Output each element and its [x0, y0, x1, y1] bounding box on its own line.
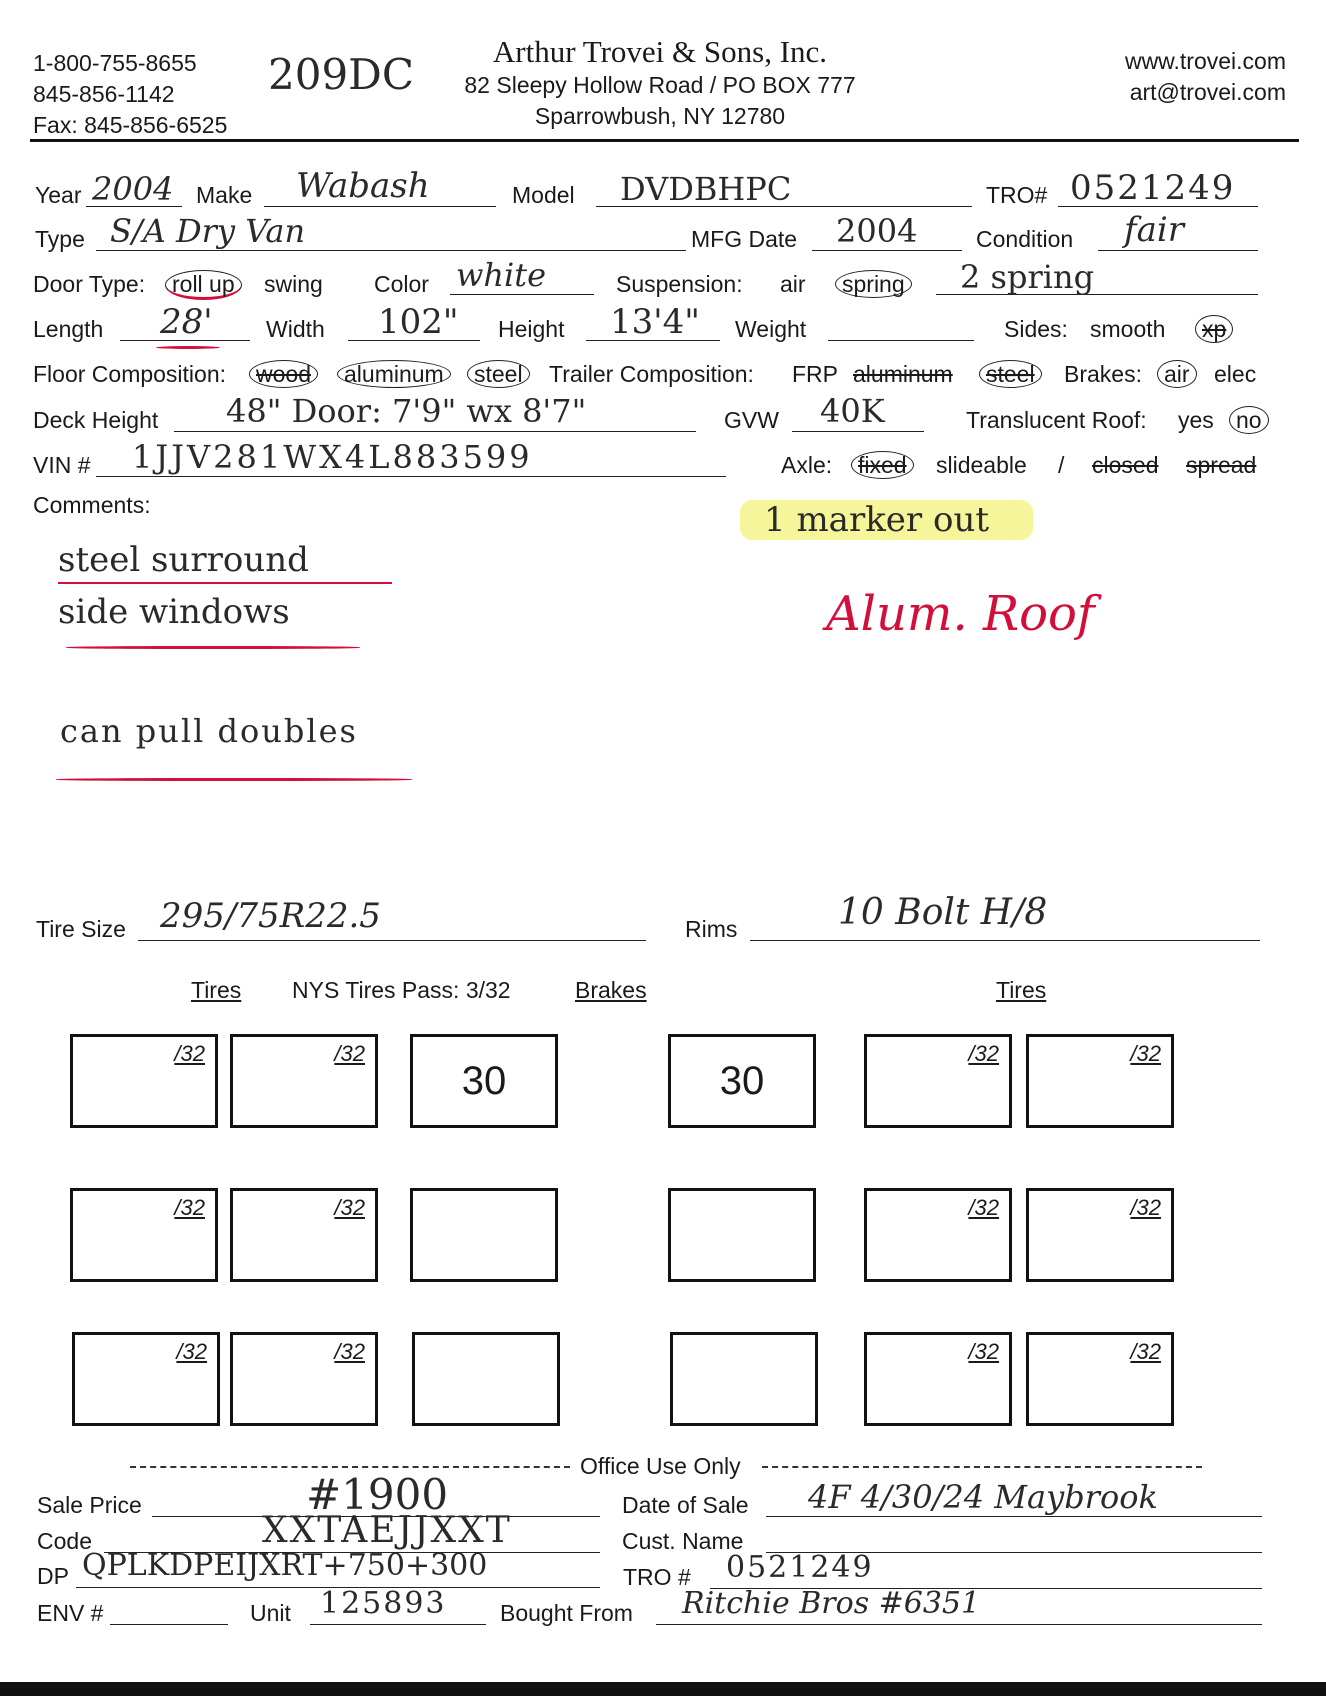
- office-title: Office Use Only: [580, 1453, 741, 1479]
- tire-box[interactable]: /32: [72, 1332, 220, 1426]
- brake-box[interactable]: [410, 1034, 558, 1128]
- vin-label: VIN #: [33, 452, 91, 478]
- door-roll-up-option[interactable]: roll up: [165, 270, 242, 300]
- tire-box[interactable]: /32: [1026, 1332, 1174, 1426]
- tire-size-label: Tire Size: [36, 916, 126, 942]
- condition-value[interactable]: fair: [1124, 210, 1184, 250]
- year-label: Year: [35, 182, 82, 208]
- door-swing-option[interactable]: swing: [264, 271, 323, 297]
- axle-spread-option[interactable]: spread: [1186, 452, 1257, 478]
- comments-label: Comments:: [33, 492, 151, 518]
- dp-label: DP: [37, 1563, 69, 1589]
- brake-box[interactable]: [668, 1034, 816, 1128]
- roof-yes-option[interactable]: yes: [1178, 407, 1214, 433]
- axle-closed-option[interactable]: closed: [1092, 452, 1159, 478]
- brake-box[interactable]: [668, 1188, 816, 1282]
- gvw-value[interactable]: 40K: [820, 392, 885, 430]
- axle-slideable-option[interactable]: slideable: [936, 452, 1027, 478]
- height-label: Height: [498, 316, 565, 342]
- sides-xp-option[interactable]: xp: [1195, 315, 1233, 343]
- unit-label: Unit: [250, 1600, 291, 1626]
- fax: Fax: 845-856-6525: [33, 112, 228, 138]
- tire-box[interactable]: /32: [70, 1034, 218, 1128]
- sale-price-value[interactable]: #1900: [306, 1470, 449, 1519]
- color-label: Color: [374, 271, 429, 297]
- floor-wood-option[interactable]: wood: [249, 360, 318, 388]
- type-value[interactable]: S/A Dry Van: [110, 212, 306, 250]
- gvw-label: GVW: [724, 407, 779, 433]
- brake-box[interactable]: [410, 1188, 558, 1282]
- tire-box[interactable]: /32: [864, 1332, 1012, 1426]
- bought-from-value[interactable]: Ritchie Bros #6351: [682, 1586, 981, 1621]
- email-link[interactable]: art@trovei.com: [1129, 79, 1286, 105]
- make-label: Make: [196, 182, 253, 208]
- suspension-air-option[interactable]: air: [780, 271, 806, 297]
- deck-value[interactable]: 48" Door: 7'9" wx 8'7": [226, 392, 587, 430]
- color-value[interactable]: white: [456, 256, 547, 294]
- height-value[interactable]: 13'4": [610, 302, 700, 342]
- handwritten-note: 209DC: [268, 50, 414, 99]
- sides-label: Sides:: [1004, 316, 1068, 342]
- website-link[interactable]: www.trovei.com: [1124, 48, 1286, 74]
- tire-box[interactable]: /32: [230, 1034, 378, 1128]
- floor-steel-option[interactable]: steel: [467, 360, 530, 388]
- door-label: Door Type:: [33, 271, 146, 297]
- model-value[interactable]: DVDBHPC: [620, 170, 792, 208]
- mfg-label: MFG Date: [691, 226, 798, 252]
- tro-value[interactable]: 0521249: [1070, 168, 1236, 208]
- dp-value[interactable]: QPLKDPEIJXRT+750+300: [82, 1548, 488, 1583]
- brakes-label: Brakes:: [1064, 361, 1142, 387]
- brake-box[interactable]: [670, 1332, 818, 1426]
- type-label: Type: [35, 226, 85, 252]
- cust-name-label: Cust. Name: [622, 1528, 744, 1554]
- comment-underline-3: [56, 778, 412, 781]
- brakes-air-option[interactable]: air: [1157, 360, 1197, 388]
- tires-left-heading: Tires: [191, 977, 242, 1003]
- deck-label: Deck Height: [33, 407, 159, 433]
- tire-box[interactable]: /32: [230, 1332, 378, 1426]
- comment-steel-surround: steel surround: [58, 540, 309, 580]
- sides-smooth-option[interactable]: smooth: [1090, 316, 1166, 342]
- axle-label: Axle:: [781, 452, 833, 478]
- axle-fixed-option[interactable]: fixed: [851, 451, 914, 479]
- suspension-label: Suspension:: [616, 271, 743, 297]
- width-value[interactable]: 102": [378, 302, 459, 342]
- page-bottom-edge: [0, 1682, 1326, 1696]
- tire-box[interactable]: /32: [70, 1188, 218, 1282]
- brake-value: 30: [719, 1059, 765, 1103]
- roof-no-option[interactable]: no: [1229, 406, 1269, 434]
- code-value[interactable]: XXTAEJJXXT: [262, 1510, 512, 1551]
- company-address: 82 Sleepy Hollow Road / PO BOX 777: [464, 72, 856, 98]
- vin-value[interactable]: 1JJV281WX4L883599: [132, 438, 533, 476]
- comment-underline-1: [58, 582, 392, 584]
- tro-office-label: TRO #: [623, 1564, 691, 1590]
- rims-label: Rims: [685, 916, 738, 942]
- env-label: ENV #: [37, 1600, 104, 1626]
- make-value[interactable]: Wabash: [296, 166, 430, 206]
- sale-price-label: Sale Price: [37, 1492, 142, 1518]
- length-underline: [156, 346, 220, 349]
- rims-value[interactable]: 10 Bolt H/8: [838, 892, 1048, 933]
- brake-box[interactable]: [412, 1332, 560, 1426]
- tire-box[interactable]: /32: [864, 1188, 1012, 1282]
- phone-local: 845-856-1142: [33, 81, 175, 107]
- mfg-value[interactable]: 2004: [836, 212, 918, 250]
- bought-from-label: Bought From: [500, 1600, 633, 1626]
- tire-box[interactable]: /32: [230, 1188, 378, 1282]
- tires-right-heading: Tires: [996, 977, 1047, 1003]
- code-label: Code: [37, 1528, 92, 1554]
- length-value[interactable]: 28': [160, 302, 213, 342]
- brakes-elec-option[interactable]: elec: [1214, 361, 1257, 387]
- unit-value[interactable]: 125893: [320, 1586, 447, 1621]
- comment-marker-out: 1 marker out: [740, 500, 1033, 540]
- tro-label: TRO#: [986, 182, 1048, 208]
- company-name: Arthur Trovei & Sons, Inc.: [492, 34, 828, 69]
- header-divider: [30, 139, 1299, 142]
- suspension-value[interactable]: 2 spring: [960, 258, 1095, 296]
- suspension-spring-option[interactable]: spring: [835, 270, 912, 298]
- brake-value: 30: [461, 1059, 507, 1103]
- tire-box[interactable]: /32: [1026, 1188, 1174, 1282]
- trailer-label: Trailer Composition:: [549, 361, 754, 387]
- floor-aluminum-option[interactable]: aluminum: [337, 360, 451, 388]
- comment-underline-2: [66, 646, 360, 649]
- axle-separator: /: [1058, 452, 1065, 478]
- length-label: Length: [33, 316, 104, 342]
- floor-label: Floor Composition:: [33, 361, 227, 387]
- tire-box[interactable]: /32: [864, 1034, 1012, 1128]
- year-value[interactable]: 2004: [92, 170, 174, 208]
- office-divider-left: [130, 1466, 570, 1468]
- phone-toll-free: 1-800-755-8655: [33, 50, 197, 76]
- comment-pull-doubles: can pull doubles: [60, 712, 358, 750]
- date-of-sale-label: Date of Sale: [622, 1492, 749, 1518]
- tire-size-value[interactable]: 295/75R22.5: [160, 896, 381, 936]
- weight-label: Weight: [735, 316, 807, 342]
- brakes-heading: Brakes: [575, 977, 647, 1003]
- trailer-steel-option[interactable]: steel: [979, 360, 1042, 388]
- tire-box[interactable]: /32: [1026, 1034, 1174, 1128]
- roof-label: Translucent Roof:: [966, 407, 1147, 433]
- width-label: Width: [266, 316, 325, 342]
- trailer-frp-option[interactable]: FRP: [792, 361, 838, 387]
- nys-tires-pass: NYS Tires Pass: 3/32: [292, 977, 511, 1003]
- condition-label: Condition: [976, 226, 1074, 252]
- comment-alum-roof: Alum. Roof: [826, 586, 1095, 642]
- comment-side-windows: side windows: [58, 592, 290, 632]
- model-label: Model: [512, 182, 575, 208]
- company-city: Sparrowbush, NY 12780: [534, 103, 786, 129]
- date-of-sale-value[interactable]: 4F 4/30/24 Maybrook: [808, 1478, 1158, 1516]
- trailer-aluminum-option[interactable]: aluminum: [853, 361, 953, 387]
- office-divider-right: [762, 1466, 1202, 1468]
- tro-office-value[interactable]: 0521249: [726, 1550, 874, 1585]
